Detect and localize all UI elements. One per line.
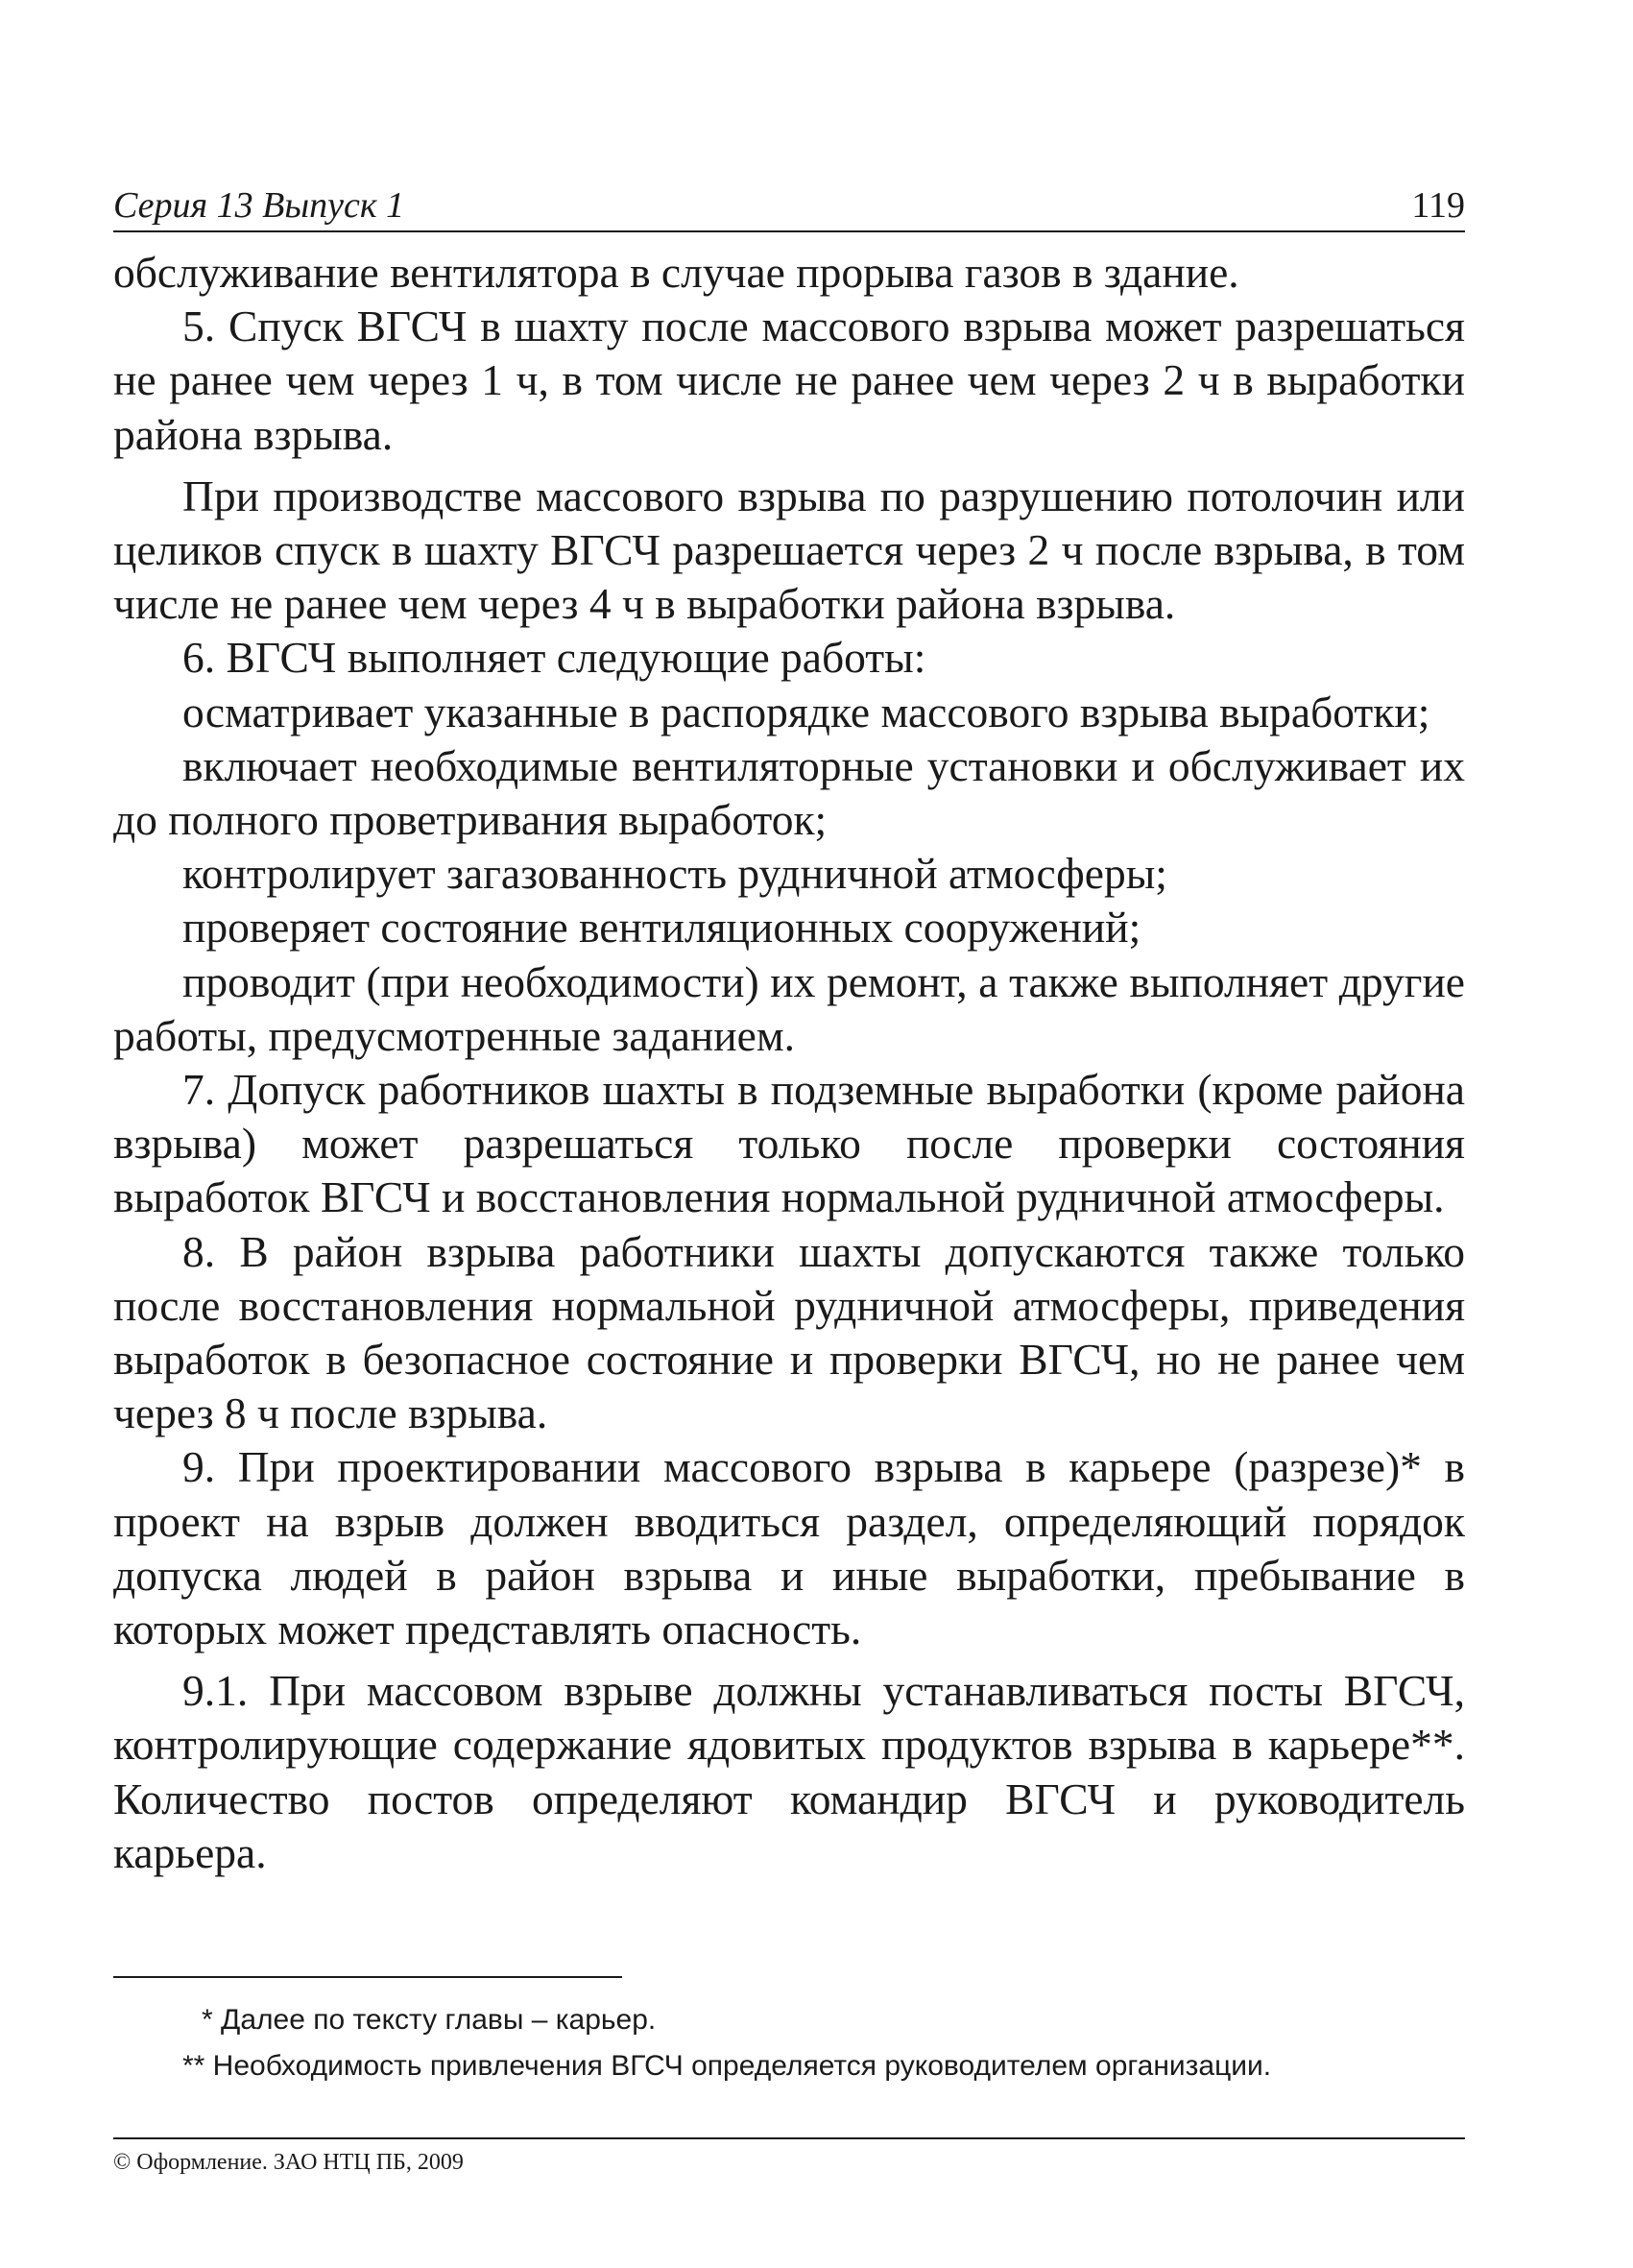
paragraph-item-9-1: 9.1. При массовом взрыве должны устанавливаться посты ВГСЧ, контролирующие содержание ядовитых продуктов взрыва в карьере**. Количество постов определяют командир ВГСЧ и руководитель карьера. xyxy=(113,1666,1465,1877)
footnote-1: * Далее по тексту главы – карьер. xyxy=(202,2004,657,2036)
running-header xyxy=(113,181,1465,232)
series-title: Серия 13 Выпуск 1 xyxy=(113,185,405,226)
list-item-inspect: осматривает указанные в распорядке массового взрыва выработки; xyxy=(182,687,1430,736)
paragraph-item-7: 7. Допуск работников шахты в подземные выработки (кроме района взрыва) может разрешаться только после проверки состояния выработок ВГСЧ и восстановления нормальной рудничной атмосферы. xyxy=(113,1065,1465,1222)
paragraph-item-9: 9. При проектировании массового взрыва в карьере (разрезе)* в проект на взрыв должен вводиться раздел, определяющий порядок допуска людей в район взрыва и иные выработки, пребывание в которых может представлять опасность. xyxy=(113,1442,1465,1654)
document-page xyxy=(113,0,1465,2268)
footnote-divider xyxy=(113,1976,622,1978)
footer-divider xyxy=(113,2137,1465,2139)
copyright-notice: © Оформление. ЗАО НТЦ ПБ, 2009 xyxy=(113,2150,464,2175)
paragraph-item-5: 5. Спуск ВГСЧ в шахту после массового взрыва может разрешаться не ранее чем через 1 ч, в том числе не ранее чем через 2 ч в выработки района взрыва. xyxy=(113,302,1465,459)
paragraph-item-6: 6. ВГСЧ выполняет следующие работы: xyxy=(182,633,926,683)
list-item-repair: проводит (при необходимости) их ремонт, а также выполняет другие работы, предусмотренные заданием. xyxy=(113,956,1465,1060)
footnotes xyxy=(113,1997,1465,2089)
footnote-2: ** Необходимость привлечения ВГСЧ определяется руководителем организации. xyxy=(182,2050,1272,2082)
list-item-ventilation: включает необходимые вентиляторные установки и обслуживает их до полного проветривания выработок; xyxy=(113,740,1465,845)
list-item-structures: проверяет состояние вентиляционных сооружений; xyxy=(182,903,1141,953)
paragraph-continuation: обслуживание вентилятора в случае прорыва газов в здание. xyxy=(113,248,1239,297)
list-item-gas-control: контролирует загазованность рудничной атмосферы; xyxy=(182,849,1167,899)
paragraph-item-8: 8. В район взрыва работники шахты допускаются также только после восстановления нормальной рудничной атмосферы, приведения выработок в безопасное состояние и проверки ВГСЧ, но не ранее чем через 8 ч после взрыва. xyxy=(113,1226,1465,1438)
page-number: 119 xyxy=(1411,185,1465,226)
body-text xyxy=(113,246,1465,1880)
paragraph-item-5-detail: При производстве массового взрыва по разрушению потолочин или целиков спуск в шахту ВГСЧ разрешается через 2 ч после взрыва, в том числе не ранее чем через 4 ч в выработки района взрыва. xyxy=(113,470,1465,629)
